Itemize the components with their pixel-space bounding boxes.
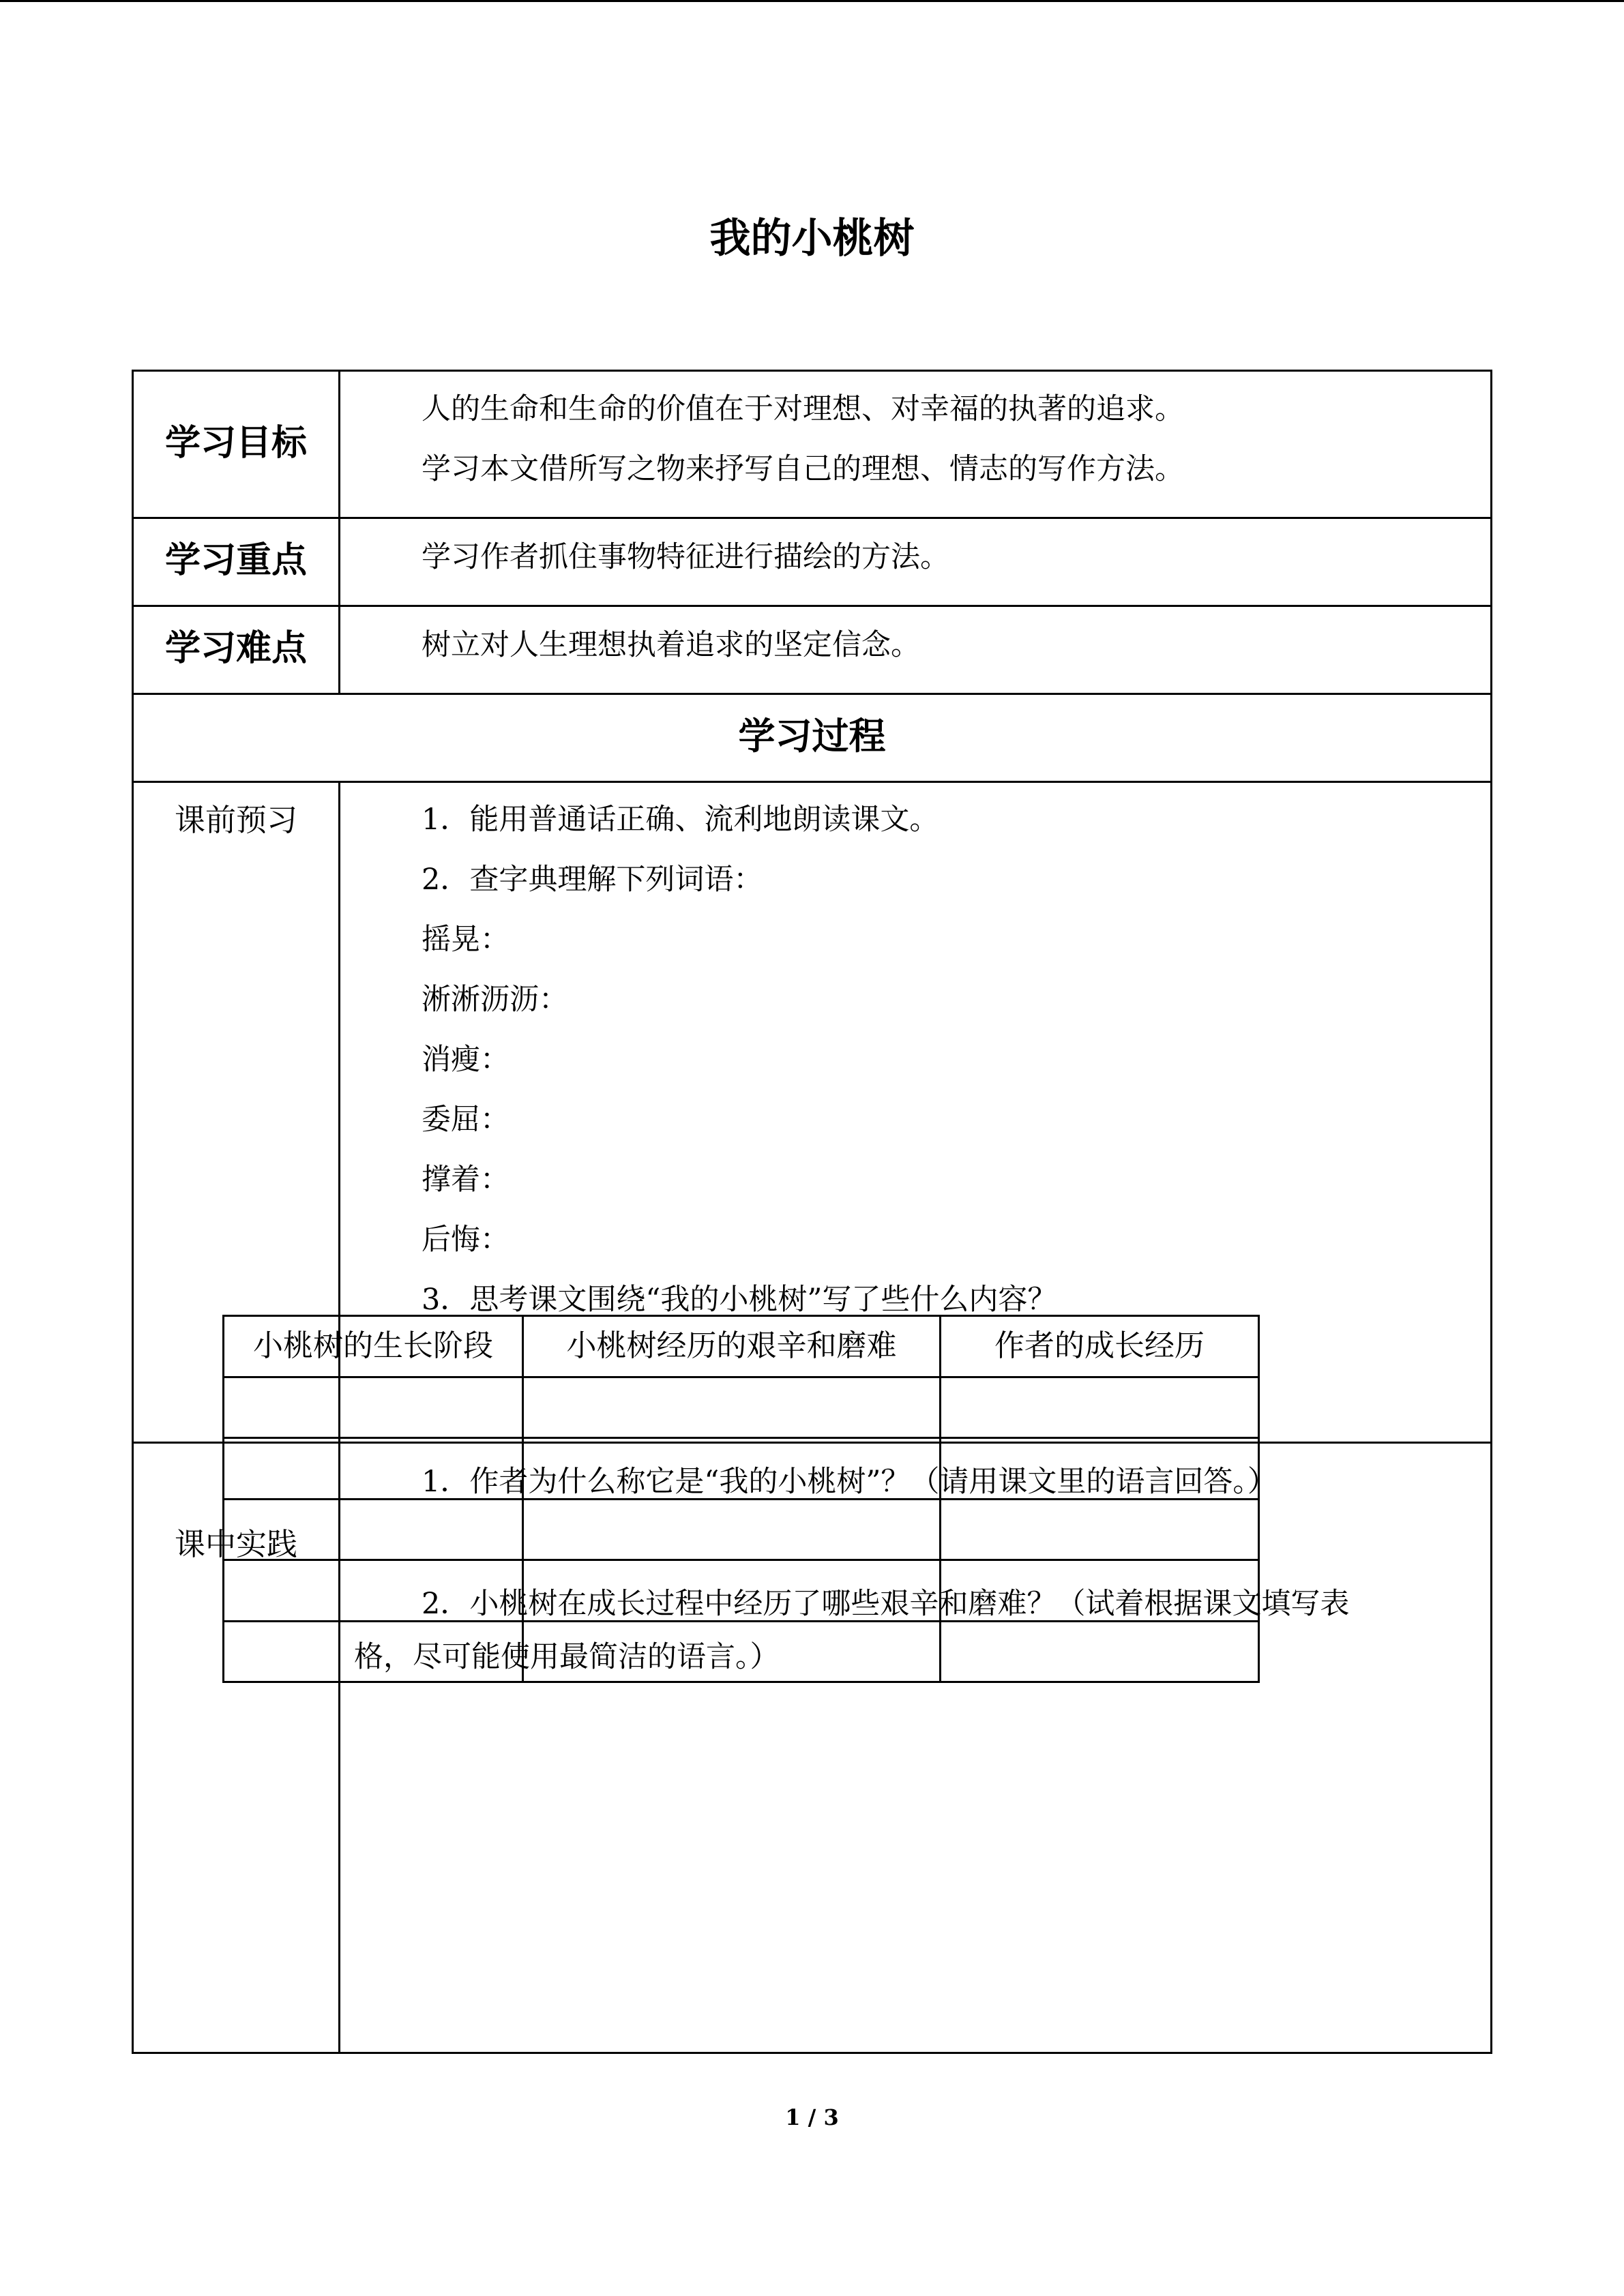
blank-cell[interactable]: [224, 1438, 523, 1500]
top-border: [0, 0, 1624, 2]
header-author-experience: 作者的成长经历: [941, 1316, 1259, 1377]
key-points-label: 学习重点: [164, 540, 307, 581]
blank-cell[interactable]: [224, 1377, 523, 1438]
blank-cell[interactable]: [941, 1499, 1259, 1560]
column-divider: [338, 370, 340, 695]
table-border-right: [1490, 370, 1492, 2054]
blank-cell[interactable]: [941, 1377, 1259, 1438]
row-divider: [132, 517, 1492, 519]
table-border-bottom: [132, 2052, 1492, 2054]
preview-item-1: 1．能用普通话正确、流利地朗读课文。: [422, 803, 939, 837]
preview-item-2: 2．查字典理解下列词语：: [422, 863, 763, 897]
practice-question-2: 2．小桃树在成长过程中经历了哪些艰辛和磨难？（试着根据课文填写表: [422, 1587, 1350, 1621]
growth-table: [222, 1315, 1260, 1683]
row-divider: [132, 781, 1492, 783]
study-guide-table: [132, 370, 1492, 2054]
preview-label: 课前预习: [174, 802, 297, 838]
table-row: [224, 1377, 1259, 1438]
row-divider: [132, 693, 1492, 695]
table-row: [224, 1621, 1259, 1682]
vocab-item: 淅淅沥沥：: [422, 983, 568, 1017]
growth-table-header: [224, 1316, 1259, 1377]
table-border-top: [132, 370, 1492, 372]
row-divider: [132, 605, 1492, 607]
vocab-item: 消瘦：: [422, 1043, 510, 1077]
blank-cell[interactable]: [523, 1560, 941, 1622]
table-row: [224, 1438, 1259, 1500]
vocab-item: 撑着：: [422, 1163, 510, 1197]
blank-cell[interactable]: [941, 1438, 1259, 1500]
vocab-item: 委屈：: [422, 1103, 510, 1137]
blank-cell[interactable]: [523, 1438, 941, 1500]
page-number: 1 / 3: [785, 2104, 839, 2130]
difficulties-label: 学习难点: [164, 628, 307, 669]
objectives-line-1: 人的生命和生命的价值在于对理想、对幸福的执著的追求。: [422, 392, 1184, 426]
header-growth-stage: 小桃树的生长阶段: [224, 1316, 523, 1377]
practice-question-1: 1．作者为什么称它是“我的小桃树”？（请用课文里的语言回答。）: [422, 1465, 1277, 1499]
process-heading: 学习过程: [738, 715, 886, 758]
page-title: 我的小桃树: [709, 215, 915, 263]
header-hardships: 小桃树经历的艰辛和磨难: [523, 1316, 941, 1377]
practice-label: 课中实践: [174, 1526, 297, 1562]
blank-cell[interactable]: [523, 1621, 941, 1682]
table-row: [224, 1560, 1259, 1622]
blank-cell[interactable]: [941, 1560, 1259, 1622]
blank-cell[interactable]: [523, 1499, 941, 1560]
blank-cell[interactable]: [224, 1499, 523, 1560]
vocab-item: 后悔：: [422, 1223, 510, 1257]
vocab-item: 摇晃：: [422, 923, 510, 957]
objectives-label: 学习目标: [164, 423, 307, 464]
preview-item-3: 3．思考课文围绕“我的小桃树”写了些什么内容？: [422, 1283, 1057, 1317]
blank-cell[interactable]: [523, 1377, 941, 1438]
practice-question-2-cont: 格，尽可能使用最简洁的语言。）: [354, 1640, 780, 1674]
objectives-line-2: 学习本文借所写之物来抒写自己的理想、情志的写作方法。: [422, 452, 1184, 486]
blank-cell[interactable]: [224, 1621, 523, 1682]
blank-cell[interactable]: [224, 1560, 523, 1622]
table-row: [224, 1499, 1259, 1560]
difficulties-line: 树立对人生理想执着追求的坚定信念。: [422, 628, 920, 662]
blank-cell[interactable]: [941, 1621, 1259, 1682]
key-points-line: 学习作者抓住事物特征进行描绘的方法。: [422, 540, 949, 574]
